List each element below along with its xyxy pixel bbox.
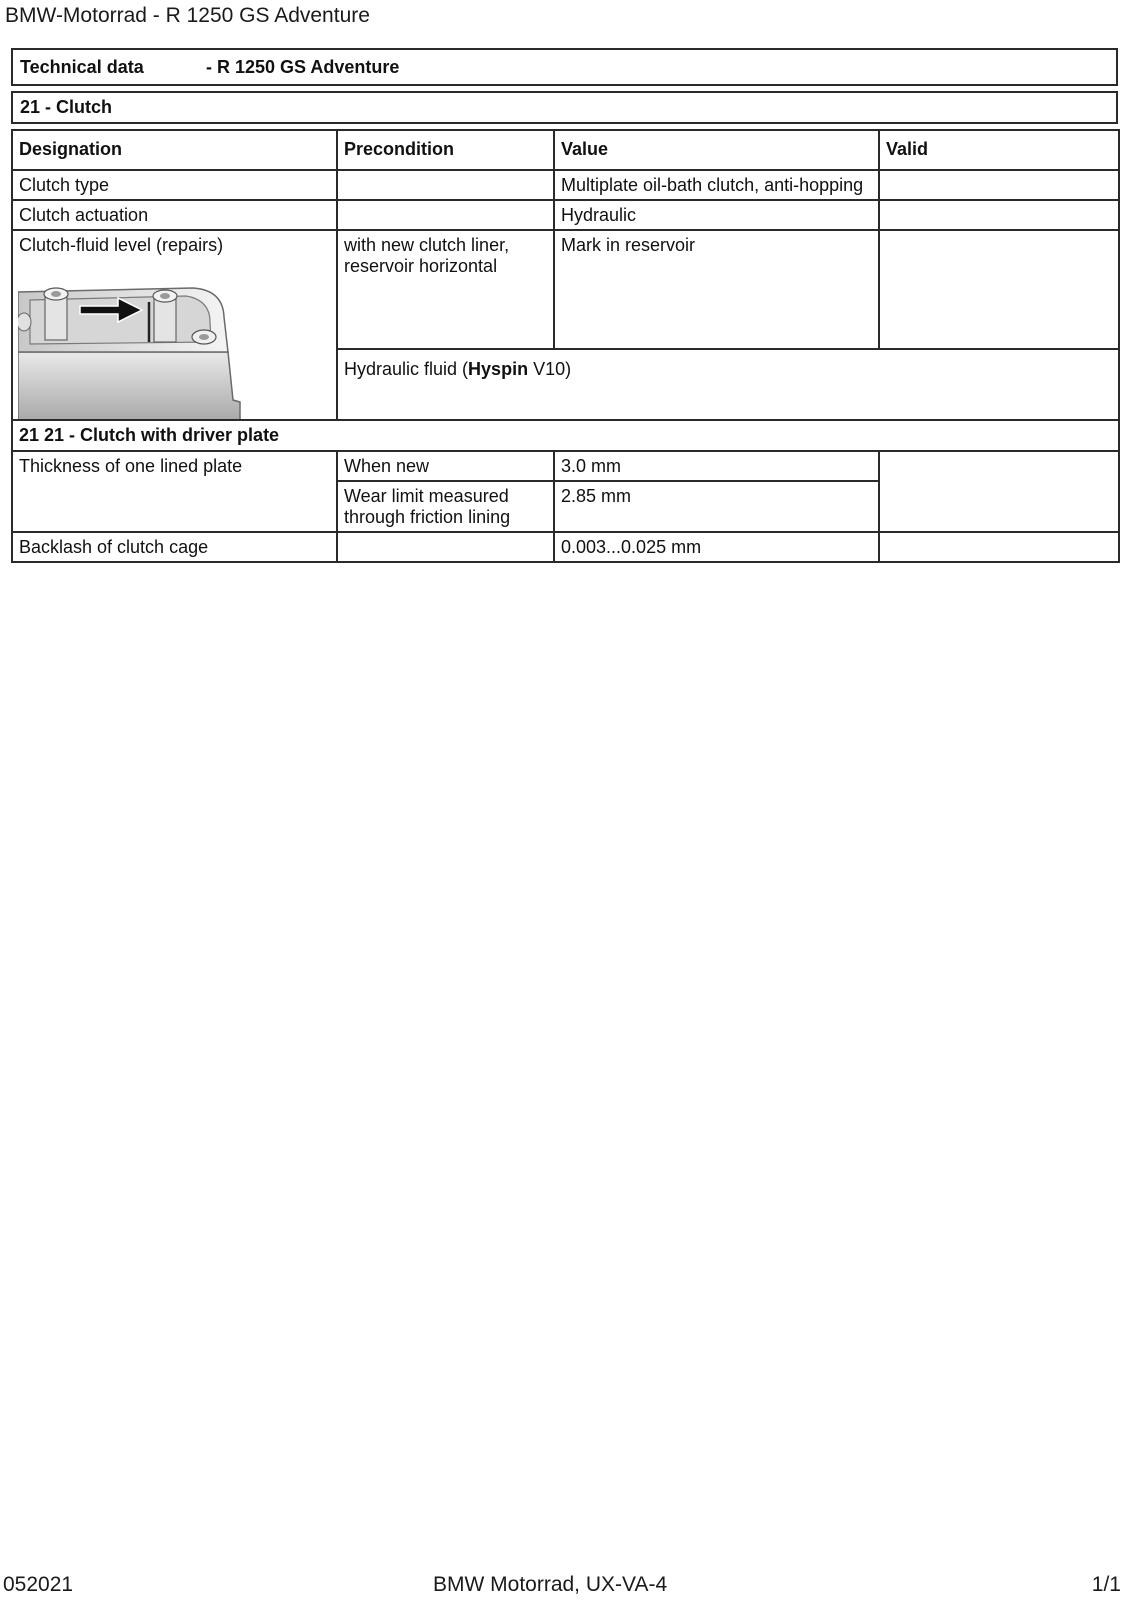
valid-cell bbox=[879, 200, 1119, 230]
designation-cell: Thickness of one lined plate bbox=[12, 451, 337, 532]
clutch-fluid-reservoir-illustration bbox=[18, 282, 248, 420]
subsection-row bbox=[12, 420, 1119, 451]
valid-cell bbox=[879, 451, 1119, 532]
precondition-cell bbox=[337, 481, 554, 532]
column-header-designation: Designation bbox=[12, 130, 337, 170]
section-title-text: 21 - Clutch bbox=[20, 97, 113, 117]
table-row bbox=[12, 230, 1119, 349]
column-header-value: Value bbox=[554, 130, 879, 170]
table-row bbox=[12, 200, 1119, 230]
footer-page-number: 1/1 bbox=[1091, 1573, 1121, 1596]
designation-cell: Clutch actuation bbox=[12, 200, 337, 230]
table-row bbox=[12, 532, 1119, 562]
fluid-note-prefix: Hydraulic fluid ( bbox=[344, 359, 469, 379]
column-header-valid: Valid bbox=[879, 130, 1119, 170]
fluid-note-brand: Hyspin bbox=[468, 359, 529, 379]
footer-center: BMW Motorrad, UX-VA-4 bbox=[433, 1573, 668, 1596]
table-row bbox=[12, 451, 1119, 481]
technical-data-table bbox=[11, 129, 1120, 563]
value-cell: 3.0 mm bbox=[554, 451, 879, 481]
valid-cell bbox=[879, 170, 1119, 200]
precondition-cell bbox=[337, 230, 554, 349]
value-cell: Hydraulic bbox=[554, 200, 879, 230]
valid-cell bbox=[879, 230, 1119, 349]
value-cell: Mark in reservoir bbox=[554, 230, 879, 349]
subsection-title: 21 21 - Clutch with driver plate bbox=[12, 420, 1119, 451]
fluid-note-suffix: V10) bbox=[528, 359, 572, 379]
precondition-line: Wear limit measured bbox=[344, 486, 509, 506]
precondition-cell bbox=[337, 170, 554, 200]
footer-code: 052021 bbox=[3, 1573, 74, 1596]
precondition-cell bbox=[337, 200, 554, 230]
designation-cell: Backlash of clutch cage bbox=[12, 532, 337, 562]
technical-data-banner bbox=[11, 48, 1118, 86]
value-cell: Multiplate oil-bath clutch, anti-hopping bbox=[554, 170, 879, 200]
table-row bbox=[12, 170, 1119, 200]
fluid-note-cell bbox=[337, 349, 1119, 420]
precondition-cell: When new bbox=[337, 451, 554, 481]
designation-text: Clutch-fluid level (repairs) bbox=[19, 235, 224, 255]
section-title bbox=[11, 91, 1118, 124]
column-header-precondition: Precondition bbox=[337, 130, 554, 170]
designation-cell-with-image bbox=[12, 230, 337, 420]
value-cell: 0.003...0.025 mm bbox=[554, 532, 879, 562]
precondition-line: through friction lining bbox=[344, 507, 511, 527]
document-title: BMW-Motorrad - R 1250 GS Adventure bbox=[5, 4, 370, 27]
valid-cell bbox=[879, 532, 1119, 562]
banner-model: - R 1250 GS Adventure bbox=[206, 56, 400, 77]
precondition-line: with new clutch liner, bbox=[344, 235, 510, 255]
value-cell: 2.85 mm bbox=[554, 481, 879, 532]
precondition-line: reservoir horizontal bbox=[344, 256, 498, 276]
designation-cell: Clutch type bbox=[12, 170, 337, 200]
banner-label: Technical data bbox=[20, 56, 144, 77]
table-header-row bbox=[12, 130, 1119, 170]
precondition-cell bbox=[337, 532, 554, 562]
